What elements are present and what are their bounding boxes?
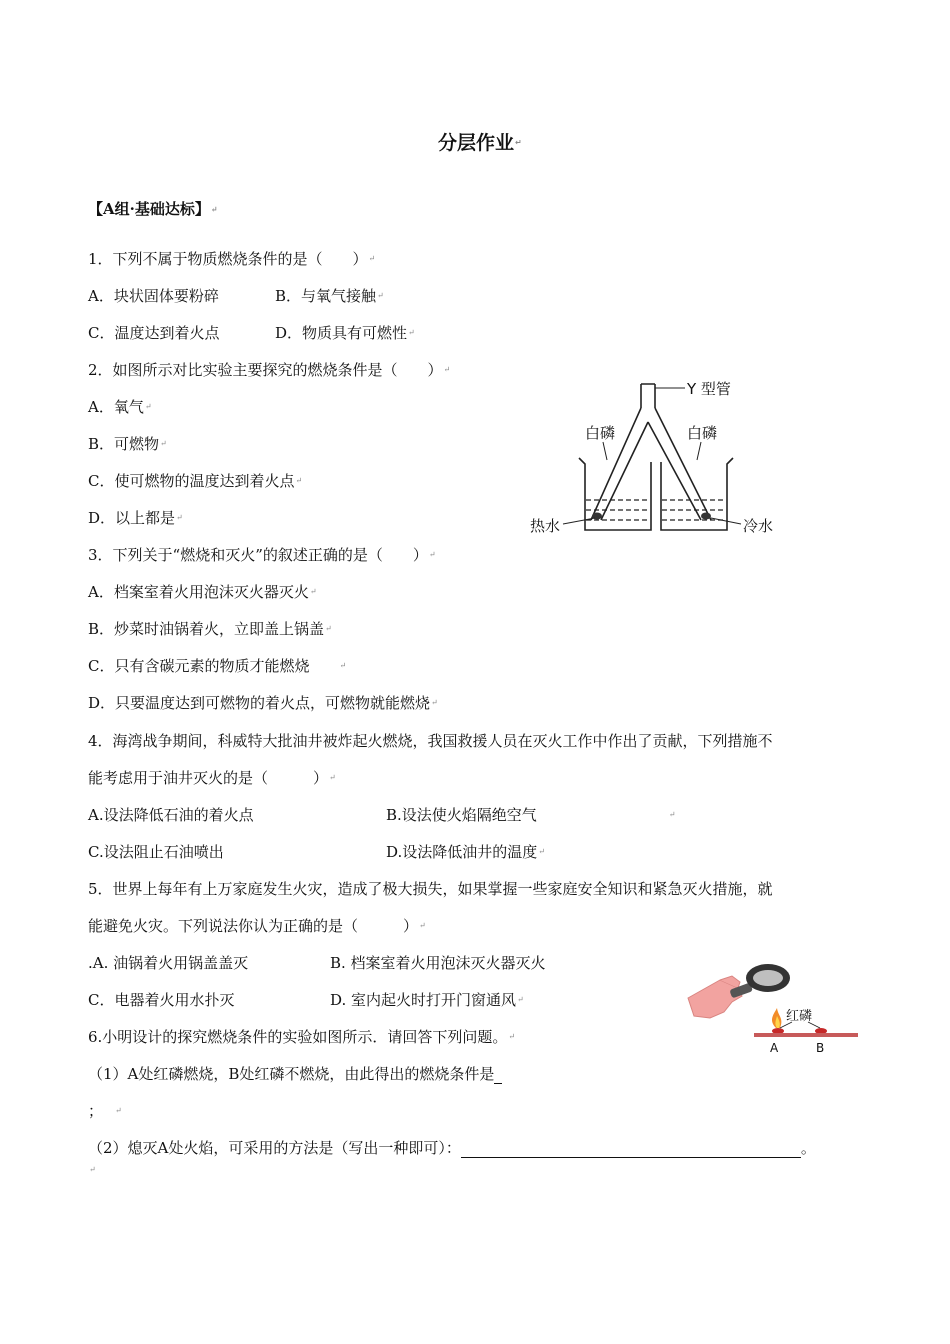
q4-option-b: B.设法使火焰隔绝空气 ↵ [386,806,676,824]
q6-sub2: （2）熄灭A处火焰，可采用的方法是（写出一种即可）： 。 [88,1139,816,1157]
white-phosphorus-left-label: 白磷 [585,424,616,442]
q1-option-a: A．块状固体要粉碎 [88,287,219,305]
q2-option-b: B．可燃物↵ [88,435,167,453]
q5-option-b: B. 档案室着火用泡沫灭火器灭火 [330,954,546,972]
red-phosphorus-label: 红磷 [786,1009,813,1024]
page-title: 分层作业↵ [438,132,522,154]
paragraph-mark: ↵ [89,1165,96,1174]
q5-option-a: .A. 油锅着火用锅盖盖灭 [88,954,249,972]
q5-option-d: D. 室内起火时打开门窗通风↵ [330,991,524,1009]
q2-option-d: D．以上都是↵ [88,509,183,527]
hot-water-label: 热水 [530,517,561,535]
position-b-label: B [816,1041,825,1055]
cold-water-label: 冷水 [743,517,774,535]
q6-sub1: （1）A处红磷燃烧，B处红磷不燃烧，由此得出的燃烧条件是 [88,1064,502,1084]
y-tube-experiment-figure [525,372,785,542]
q3-option-c: C．只有含碳元素的物质才能燃烧 ↵ [88,657,347,675]
q1-option-d: D．物质具有可燃性↵ [275,324,415,342]
q5-stem-line2: 能避免火灾。下列说法你认为正确的是（ ）↵ [88,917,426,935]
q1-option-c: C．温度达到着火点 [88,324,220,342]
q4-option-a: A.设法降低石油的着火点 [88,806,254,824]
q4-stem-line1: 4．海湾战争期间，科威特大批油井被炸起火燃烧，我国救援人员在灭火工作中作出了贡献，下列措施不 [88,732,773,750]
red-phosphorus-experiment-figure [680,958,860,1058]
white-phosphorus-right-label: 白磷 [687,424,718,442]
position-a-label: A [770,1041,779,1055]
q2-option-a: A．氧气↵ [88,398,152,416]
q2-stem: 2．如图所示对比实验主要探究的燃烧条件是（ ）↵ [88,361,451,379]
q6-sub2-answer-blank[interactable] [461,1142,801,1158]
q1-option-b: B．与氧气接触↵ [275,287,384,305]
q6-sub1-answer-blank[interactable] [494,1068,502,1084]
q4-stem-line2: 能考虑用于油井灭火的是（ ）↵ [88,769,336,787]
y-tube-label: Y 型管 [687,380,731,398]
q3-stem: 3．下列关于“燃烧和灭火”的叙述正确的是（ ）↵ [88,546,436,564]
q3-option-b: B．炒菜时油锅着火，立即盖上锅盖↵ [88,620,332,638]
q3-option-a: A．档案室着火用泡沫灭火器灭火↵ [88,583,317,601]
q1-stem: 1．下列不属于物质燃烧条件的是（ ）↵ [88,250,376,268]
q5-stem-line1: 5．世界上每年有上万家庭发生火灾，造成了极大损失，如果掌握一些家庭安全知识和紧急灭火措施，就 [88,880,773,898]
q6-stem: 6.小明设计的探究燃烧条件的实验如图所示．请回答下列问题。↵ [88,1028,516,1046]
q2-option-c: C．使可燃物的温度达到着火点↵ [88,472,303,490]
q4-option-c: C.设法阻止石油喷出 [88,843,224,861]
q6-sub1-end: ； ↵ [88,1102,122,1120]
section-a-heading: 【A组·基础达标】↵ [88,200,218,218]
q4-option-d: D.设法降低油井的温度↵ [386,843,545,861]
q5-option-c: C．电器着火用水扑灭 [88,991,235,1009]
q3-option-d: D．只要温度达到可燃物的着火点，可燃物就能燃烧↵ [88,694,438,712]
